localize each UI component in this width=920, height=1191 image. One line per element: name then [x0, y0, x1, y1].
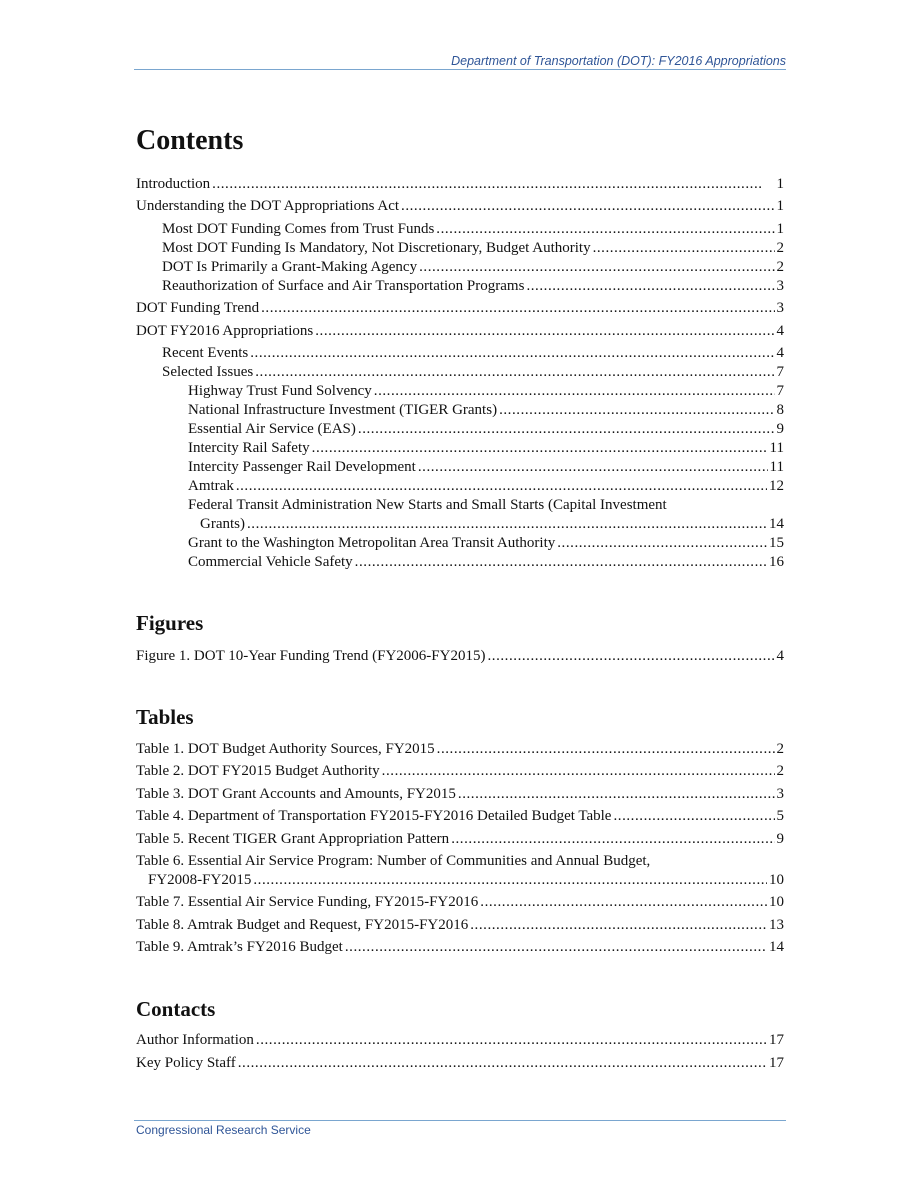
toc-entry-text: Figure 1. DOT 10-Year Funding Trend (FY2006-FY2015)	[136, 648, 486, 664]
toc-entry-text: Table 8. Amtrak Budget and Request, FY2015-FY2016	[136, 917, 469, 933]
contacts-heading: Contacts	[136, 997, 216, 1021]
table-entry-7[interactable]	[136, 893, 784, 912]
table-entry-1[interactable]	[136, 740, 784, 759]
table-entry-9[interactable]	[136, 938, 784, 957]
toc-entry-text: Federal Transit Administration New Starts and Small Starts (Capital Investment	[188, 497, 667, 513]
toc-page-number: 17	[769, 1055, 784, 1071]
toc-entry-text: Table 5. Recent TIGER Grant Appropriation Pattern	[136, 831, 450, 847]
toc-entry-text: Table 7. Essential Air Service Funding, FY2015-FY2016	[136, 894, 479, 910]
toc-page-number: 7	[776, 364, 784, 380]
toc-entry-tiger-grants[interactable]	[136, 401, 784, 420]
toc-entry-text: Table 6. Essential Air Service Program: Number of Communities and Annual Budget,	[136, 853, 651, 869]
toc-page-number: 2	[776, 741, 784, 757]
toc-entry-text: Amtrak	[188, 478, 234, 494]
toc-entry-fta-new-starts-cont[interactable]	[136, 515, 784, 534]
toc-page-number: 15	[769, 535, 784, 551]
toc-entry-text: Essential Air Service (EAS)	[188, 421, 356, 437]
toc-page-number: 13	[769, 917, 784, 933]
toc-entry-grant-making[interactable]	[136, 258, 784, 277]
toc-entry-recent-events[interactable]	[136, 344, 784, 363]
table-entry-6[interactable]	[136, 852, 784, 871]
toc-entry-text: Intercity Rail Safety	[188, 440, 310, 456]
toc-page-number: 4	[776, 345, 784, 361]
toc-entry-text: Most DOT Funding Is Mandatory, Not Discretionary, Budget Authority	[162, 240, 591, 256]
table-entry-8[interactable]	[136, 916, 784, 935]
toc-page-number: 14	[769, 516, 784, 532]
toc-entry-text: DOT Is Primarily a Grant-Making Agency	[162, 259, 418, 275]
toc-entry-fta-new-starts[interactable]	[136, 496, 784, 515]
toc-entry-mandatory-funding[interactable]	[136, 239, 784, 258]
toc-entry-text: Author Information	[136, 1032, 254, 1048]
toc-page-number: 16	[769, 554, 784, 570]
figure-entry-1[interactable]	[136, 647, 784, 666]
header-rule	[134, 69, 786, 70]
toc-entry-text: Intercity Passenger Rail Development	[188, 459, 416, 475]
table-entry-3[interactable]	[136, 785, 784, 804]
toc-page-number: 12	[769, 478, 784, 494]
toc-entry-amtrak[interactable]	[136, 477, 784, 496]
running-footer: Congressional Research Service	[136, 1123, 311, 1137]
toc-entry-intercity-rail-safety[interactable]	[136, 439, 784, 458]
toc-page-number: 1	[776, 221, 784, 237]
toc-entry-text: DOT Funding Trend	[136, 300, 260, 316]
toc-entry-text: Recent Events	[162, 345, 249, 361]
toc-entry-selected-issues[interactable]	[136, 363, 784, 382]
toc-page-number: 4	[776, 323, 784, 339]
table-entry-6-cont[interactable]	[136, 871, 784, 890]
table-entry-5[interactable]	[136, 830, 784, 849]
toc-entry-essential-air-service[interactable]	[136, 420, 784, 439]
toc-entry-text: Grants)	[200, 516, 245, 532]
toc-page-number: 9	[776, 831, 784, 847]
toc-page-number: 1	[776, 198, 784, 214]
toc-page-number: 14	[769, 939, 784, 955]
toc-page-number: 3	[776, 278, 784, 294]
toc-page-number: 1	[776, 176, 784, 192]
toc-page-number: 5	[776, 808, 784, 824]
toc-entry-passenger-rail-development[interactable]	[136, 458, 784, 477]
toc-entry-funding-trend[interactable]	[136, 299, 784, 318]
running-header: Department of Transportation (DOT): FY2016 Appropriations	[451, 54, 786, 68]
contact-entry-key-policy-staff[interactable]	[136, 1054, 784, 1073]
toc-entry-text: Commercial Vehicle Safety	[188, 554, 353, 570]
toc-entry-fy2016-appropriations[interactable]	[136, 322, 784, 341]
toc-entry-reauthorization[interactable]	[136, 277, 784, 296]
toc-entry-trust-funds[interactable]	[136, 220, 784, 239]
toc-entry-understanding-act[interactable]	[136, 197, 784, 216]
toc-entry-text: FY2008-FY2015	[148, 872, 252, 888]
toc-entry-text: DOT FY2016 Appropriations	[136, 323, 314, 339]
toc-entry-commercial-vehicle-safety[interactable]	[136, 553, 784, 572]
toc-entry-text: Grant to the Washington Metropolitan Area Transit Authority	[188, 535, 556, 551]
toc-entry-text: Table 9. Amtrak’s FY2016 Budget	[136, 939, 343, 955]
toc-entry-text: Most DOT Funding Comes from Trust Funds	[162, 221, 435, 237]
figures-heading: Figures	[136, 611, 204, 635]
toc-entry-text: National Infrastructure Investment (TIGER Grants)	[188, 402, 498, 418]
toc-page-number: 10	[769, 894, 784, 910]
toc-entry-text: Selected Issues	[162, 364, 254, 380]
toc-entry-text: Table 2. DOT FY2015 Budget Authority	[136, 763, 380, 779]
toc-page-number: 3	[776, 300, 784, 316]
toc-entry-text: Table 4. Department of Transportation FY2015-FY2016 Detailed Budget Table	[136, 808, 612, 824]
contact-entry-author-information[interactable]	[136, 1031, 784, 1050]
table-entry-2[interactable]	[136, 762, 784, 781]
toc-entry-introduction[interactable]	[136, 175, 784, 194]
toc-page-number: 3	[776, 786, 784, 802]
footer-rule	[134, 1120, 786, 1121]
toc-page-number: 4	[776, 648, 784, 664]
toc-page-number: 8	[776, 402, 784, 418]
toc-entry-highway-trust-fund[interactable]	[136, 382, 784, 401]
toc-page-number: 11	[769, 459, 784, 475]
toc-entry-text: Key Policy Staff	[136, 1055, 236, 1071]
toc-page-number: 2	[776, 259, 784, 275]
toc-entry-text: Understanding the DOT Appropriations Act	[136, 198, 400, 214]
toc-entry-text: Introduction	[136, 176, 211, 192]
toc-entry-text: Highway Trust Fund Solvency	[188, 383, 372, 399]
toc-page-number: 2	[776, 763, 784, 779]
toc-entry-text: Table 1. DOT Budget Authority Sources, FY2015	[136, 741, 435, 757]
toc-page-number: 11	[769, 440, 784, 456]
toc-entry-wmata-grant[interactable]	[136, 534, 784, 553]
table-entry-4[interactable]	[136, 807, 784, 826]
toc-page-number: 17	[769, 1032, 784, 1048]
toc-page-number: 9	[776, 421, 784, 437]
contents-heading: Contents	[136, 125, 244, 156]
toc-entry-text: Table 3. DOT Grant Accounts and Amounts, FY2015	[136, 786, 456, 802]
toc-page-number: 2	[776, 240, 784, 256]
toc-entry-text: Reauthorization of Surface and Air Transportation Programs	[162, 278, 525, 294]
toc-page-number: 7	[776, 383, 784, 399]
toc-page-number: 10	[769, 872, 784, 888]
tables-heading: Tables	[136, 705, 194, 729]
